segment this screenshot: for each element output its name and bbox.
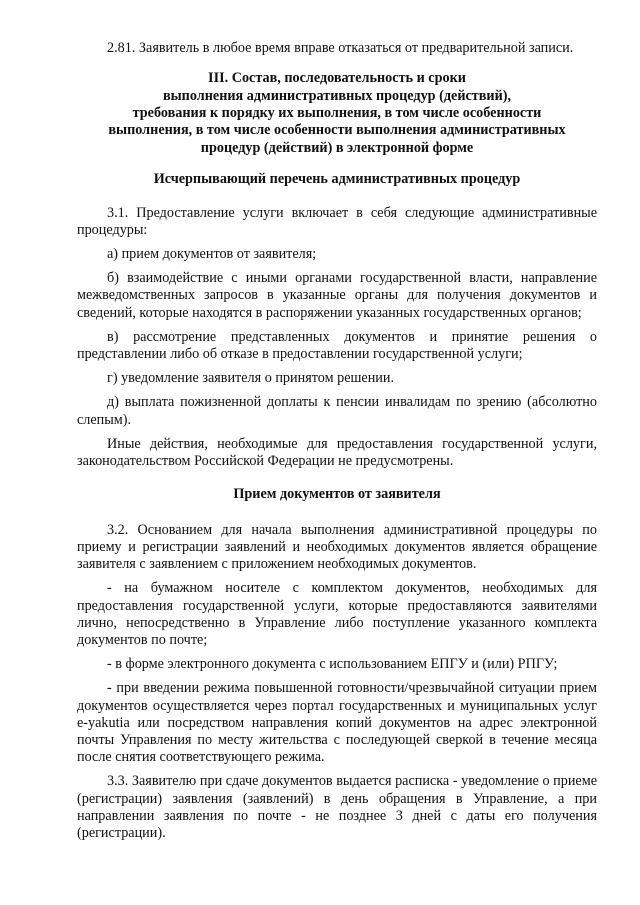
- paragraph-3-3: 3.3. Заявителю при сдаче документов выдается расписка - уведомление о приеме (регистрации) заявления (заявлений) в день обращения в Управление, а при направлении заявления по почте - не позднее 3 дней с даты его получения (регистрации).: [77, 773, 597, 841]
- subheading-procedures-list: Исчерпывающий перечень административных процедур: [153, 171, 521, 188]
- section-heading-line: процедур (действий) в электронной форме: [200, 139, 474, 156]
- list-item-electronic: - в форме электронного документа с использованием ЕПГУ и (или) РПГУ;: [107, 656, 558, 673]
- paragraph-3-2: 3.2. Основанием для начала выполнения административной процедуры по приему и регистрации заявлений и необходимых документов является обращение заявителя с заявлением с приложением необходимых документов.: [77, 521, 597, 573]
- list-item-a: а) прием документов от заявителя;: [107, 246, 317, 263]
- section-heading-line: выполнения административных процедур (действий),: [162, 87, 512, 104]
- list-item-v: в) рассмотрение представленных документов и принятие решения о представлении либо об отказе в предоставлении государственной услуги;: [77, 328, 597, 363]
- section-heading-line: требования к порядку их выполнения, в том числе особенности: [132, 105, 542, 122]
- list-item-emergency: - при введении режима повышенной готовности/чрезвычайной ситуации прием документов осуществляется через портал государственных и муниципальных услуг e-yakutia или посредством направления копий документов на адрес электронной почты Управления по месту жительства с последующей сверкой в течение месяца после снятия соответствующего режима.: [77, 680, 597, 766]
- section-heading: [77, 70, 597, 157]
- section-heading-line: выполнения, в том числе особенности выполнения административных: [108, 122, 566, 139]
- list-item-d: д) выплата пожизненной доплаты к пенсии инвалидам по зрению (абсолютно слепым).: [77, 394, 597, 428]
- document-body: [77, 40, 597, 842]
- paragraph-3-1: 3.1. Предоставление услуги включает в себя следующие административные процедуры:: [77, 204, 597, 238]
- paragraph-other-actions: Иные действия, необходимые для предоставления государственной услуги, законодательством Российской Федерации не предусмотрены.: [77, 435, 597, 470]
- list-item-paper: - на бумажном носителе с комплектом документов, необходимых для предоставления государственной услуги, которые предоставляются заявителями лично, непосредственно в Управление либо поступление указанного комплекта документов по почте;: [77, 580, 597, 648]
- list-item-g: г) уведомление заявителя о принятом решении.: [107, 370, 395, 387]
- subheading-document-reception: Прием документов от заявителя: [233, 486, 441, 503]
- list-item-b: б) взаимодействие с иными органами государственной власти, направление межведомственных запросов в указанные органы для получения документов и сведений, которые находятся в распоряжении указанных государственных органов;: [77, 270, 597, 321]
- paragraph-2-81: 2.81. Заявитель в любое время вправе отказаться от предварительной записи.: [107, 40, 574, 56]
- section-heading-line: III. Состав, последовательность и сроки: [208, 70, 466, 87]
